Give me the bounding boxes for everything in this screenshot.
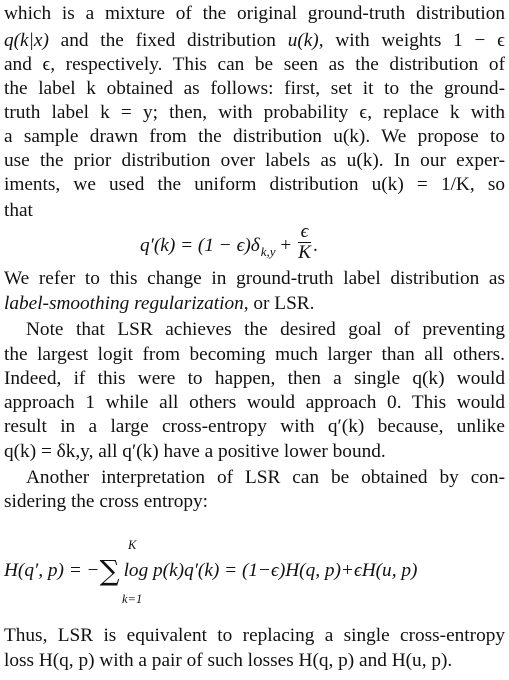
equation-1-subscript: k,y — [260, 243, 276, 259]
paragraph-4-line-2: sidering the cross entropy: — [4, 491, 209, 512]
paragraph-3-line-6: q(k) = δk,y, all q′(k) have a positive lower bound. — [4, 441, 386, 462]
equation-1-plus: + — [275, 234, 297, 256]
lsr-term: label-smoothing regularization — [4, 293, 244, 314]
paragraph-1-line-7: use the prior distribution over labels as u(k). In our exper- — [4, 150, 505, 171]
paragraph-2-line-1: We refer to this change in ground-truth label distribution as — [4, 268, 505, 289]
paragraph-3-line-3: Indeed, if this were to happen, then a single q(k) would — [4, 368, 505, 389]
paragraph-3-line-5: result in a large cross-entropy with q′(k) because, unlike — [4, 416, 505, 437]
fraction-numerator: ϵ — [298, 222, 311, 243]
paragraph-3-line-2: the largest logit from becoming much larger than all others. — [4, 344, 505, 365]
paragraph-1-line-1: which is a mixture of the original ground-truth distribution — [4, 3, 505, 24]
paragraph-1-line-5: truth label k = y; then, with probability ϵ, replace k with — [4, 102, 505, 123]
equation-label-smoothing — [140, 221, 318, 267]
paragraph-3-line-1: Note that LSR achieves the desired goal of preventing — [26, 319, 505, 340]
paragraph-5-line-1: Thus, LSR is equivalent to replacing a single cross-entropy — [4, 625, 505, 646]
paragraph-1-line-9: that — [4, 200, 33, 221]
u-k: u(k) — [287, 30, 319, 51]
paragraph-5-line-2: loss H(q, p) with a pair of such losses H(q, p) and H(u, p). — [4, 650, 453, 671]
equation-1-fraction — [298, 222, 311, 263]
equation-1-period: . — [312, 234, 318, 256]
equation-1-lhs: q′(k) = (1 − ϵ)δ — [140, 234, 260, 256]
paragraph-1-line-6: a sample drawn from the distribution u(k). We propose to — [4, 126, 505, 147]
equation-2-rhs: log p(k)q′(k) = (1−ϵ)H(q, p)+ϵH(u, p) — [123, 560, 418, 581]
q-k-given-x: q(k|x) — [4, 30, 49, 51]
paragraph-1-line-2-post: , with weights 1 − ϵ — [318, 30, 505, 51]
paragraph-3-line-4: approach 1 while all others would approach 0. This would — [4, 392, 505, 413]
paragraph-4-line-1: Another interpretation of LSR can be obtained by con- — [26, 467, 505, 488]
paragraph-2-line-2 — [4, 293, 505, 315]
paragraph-2-line-2-rest: , or LSR. — [243, 293, 315, 314]
equation-cross-entropy — [4, 554, 418, 587]
equation-2-lhs: H(q′, p) = − — [4, 560, 100, 581]
fraction-denominator: K — [298, 242, 311, 263]
summation-lower-limit: k=1 — [122, 592, 143, 606]
paragraph-1-line-8: iments, we used the uniform distribution u(k) = 1/K, so — [4, 174, 505, 195]
summation-symbol: ∑ — [99, 554, 120, 587]
paragraph-1-line-2-mid: and the fixed distribution — [48, 30, 288, 51]
paragraph-1-line-3: and ϵ, respectively. This can be seen as the distribution of — [4, 54, 505, 75]
paragraph-1-line-2 — [4, 30, 505, 52]
summation-upper-limit: K — [128, 538, 137, 552]
paragraph-1-line-4: the label k obtained as follows: first, set it to the ground- — [4, 78, 505, 99]
